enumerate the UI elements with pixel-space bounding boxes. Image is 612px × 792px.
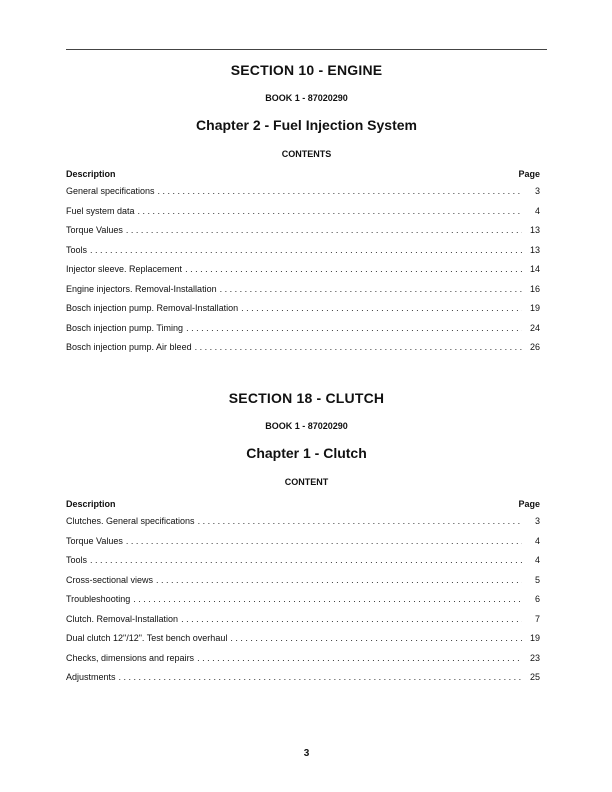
- toc-entry-page: 6: [534, 594, 540, 604]
- toc-entry[interactable]: [66, 225, 540, 245]
- book-number: BOOK 1 - 87020290: [265, 93, 348, 103]
- toc-entry-label: Torque Values: [66, 225, 123, 235]
- toc-entry-label: Checks, dimensions and repairs: [66, 652, 195, 663]
- book-number: BOOK 1 - 87020290: [265, 421, 348, 431]
- toc-entry-page: 19: [529, 303, 540, 313]
- toc-entry[interactable]: [66, 186, 540, 206]
- toc-entry-page: 4: [534, 555, 540, 565]
- toc-entry[interactable]: [66, 633, 540, 653]
- description-header: Description: [66, 169, 116, 179]
- toc-entry[interactable]: [66, 206, 540, 226]
- chapter-title: Chapter 2 - Fuel Injection System: [196, 117, 417, 133]
- toc-entry-label: Clutch. Removal-Installation: [66, 613, 179, 624]
- toc-entry-label: Clutches. General specifications: [66, 516, 195, 526]
- toc-entry-page: 13: [529, 244, 540, 255]
- toc-entry-page: 3: [534, 186, 540, 196]
- toc-entry-label: Tools: [66, 244, 88, 255]
- toc-entry-page: 25: [529, 672, 540, 682]
- toc-entry[interactable]: [66, 264, 540, 284]
- toc-entry-page: 7: [534, 613, 540, 624]
- toc-entry-page: 16: [529, 283, 540, 294]
- toc-entry-label: Bosch injection pump. Air bleed: [66, 342, 192, 352]
- section-title: SECTION 10 - ENGINE: [230, 62, 383, 78]
- toc-entry-label: Engine injectors. Removal-Installation: [66, 283, 217, 294]
- toc-entry[interactable]: [66, 245, 540, 265]
- toc-entry[interactable]: [66, 516, 540, 536]
- page-header: Page: [518, 499, 540, 509]
- toc-entry-page: 4: [534, 205, 540, 216]
- toc-entry-label: General specifications: [66, 186, 155, 196]
- toc-entry-page: 5: [534, 574, 540, 585]
- toc-entry[interactable]: [66, 284, 540, 304]
- toc-entry-label: Injector sleeve. Replacement: [66, 264, 183, 274]
- toc-entry-page: 13: [529, 225, 540, 235]
- toc-entry-page: 14: [529, 264, 540, 274]
- toc-entry-page: 4: [534, 535, 540, 546]
- toc-entry[interactable]: [66, 536, 540, 556]
- toc-entry-page: 26: [529, 342, 540, 352]
- toc-entry-label: Torque Values: [66, 535, 123, 546]
- toc-entry-page: 24: [529, 322, 540, 333]
- toc-entry-label: Adjustments: [66, 672, 116, 682]
- toc-list: [66, 516, 540, 692]
- toc-entry-label: Bosch injection pump. Removal-Installation: [66, 303, 239, 313]
- toc-entry[interactable]: [66, 555, 540, 575]
- toc-entry[interactable]: [66, 303, 540, 323]
- toc-entry-label: Dual clutch 12"/12". Test bench overhaul: [66, 633, 228, 643]
- toc-entry[interactable]: [66, 672, 540, 692]
- contents-heading: CONTENT: [284, 477, 329, 487]
- page-number: 3: [303, 748, 310, 759]
- toc-entry[interactable]: [66, 653, 540, 673]
- toc-entry[interactable]: [66, 342, 540, 362]
- contents-heading: CONTENTS: [281, 149, 332, 159]
- toc-entry[interactable]: [66, 594, 540, 614]
- toc-entry-label: Tools: [66, 555, 88, 565]
- toc-header: [66, 499, 540, 509]
- toc-entry-page: 19: [529, 633, 540, 643]
- toc-list: [66, 186, 540, 362]
- chapter-title: Chapter 1 - Clutch: [246, 445, 367, 461]
- toc-entry[interactable]: [66, 575, 540, 595]
- toc-header: [66, 169, 540, 179]
- section-title: SECTION 18 - CLUTCH: [228, 390, 385, 406]
- page-header: Page: [518, 169, 540, 179]
- toc-entry[interactable]: [66, 614, 540, 634]
- toc-entry-page: 3: [534, 516, 540, 526]
- toc-entry-label: Cross-sectional views: [66, 574, 154, 585]
- top-rule: [66, 49, 547, 50]
- toc-entry-label: Bosch injection pump. Timing: [66, 322, 184, 333]
- toc-entry-page: 23: [529, 652, 540, 663]
- toc-entry[interactable]: [66, 323, 540, 343]
- toc-entry-label: Troubleshooting: [66, 594, 131, 604]
- toc-entry-label: Fuel system data: [66, 205, 135, 216]
- description-header: Description: [66, 499, 116, 509]
